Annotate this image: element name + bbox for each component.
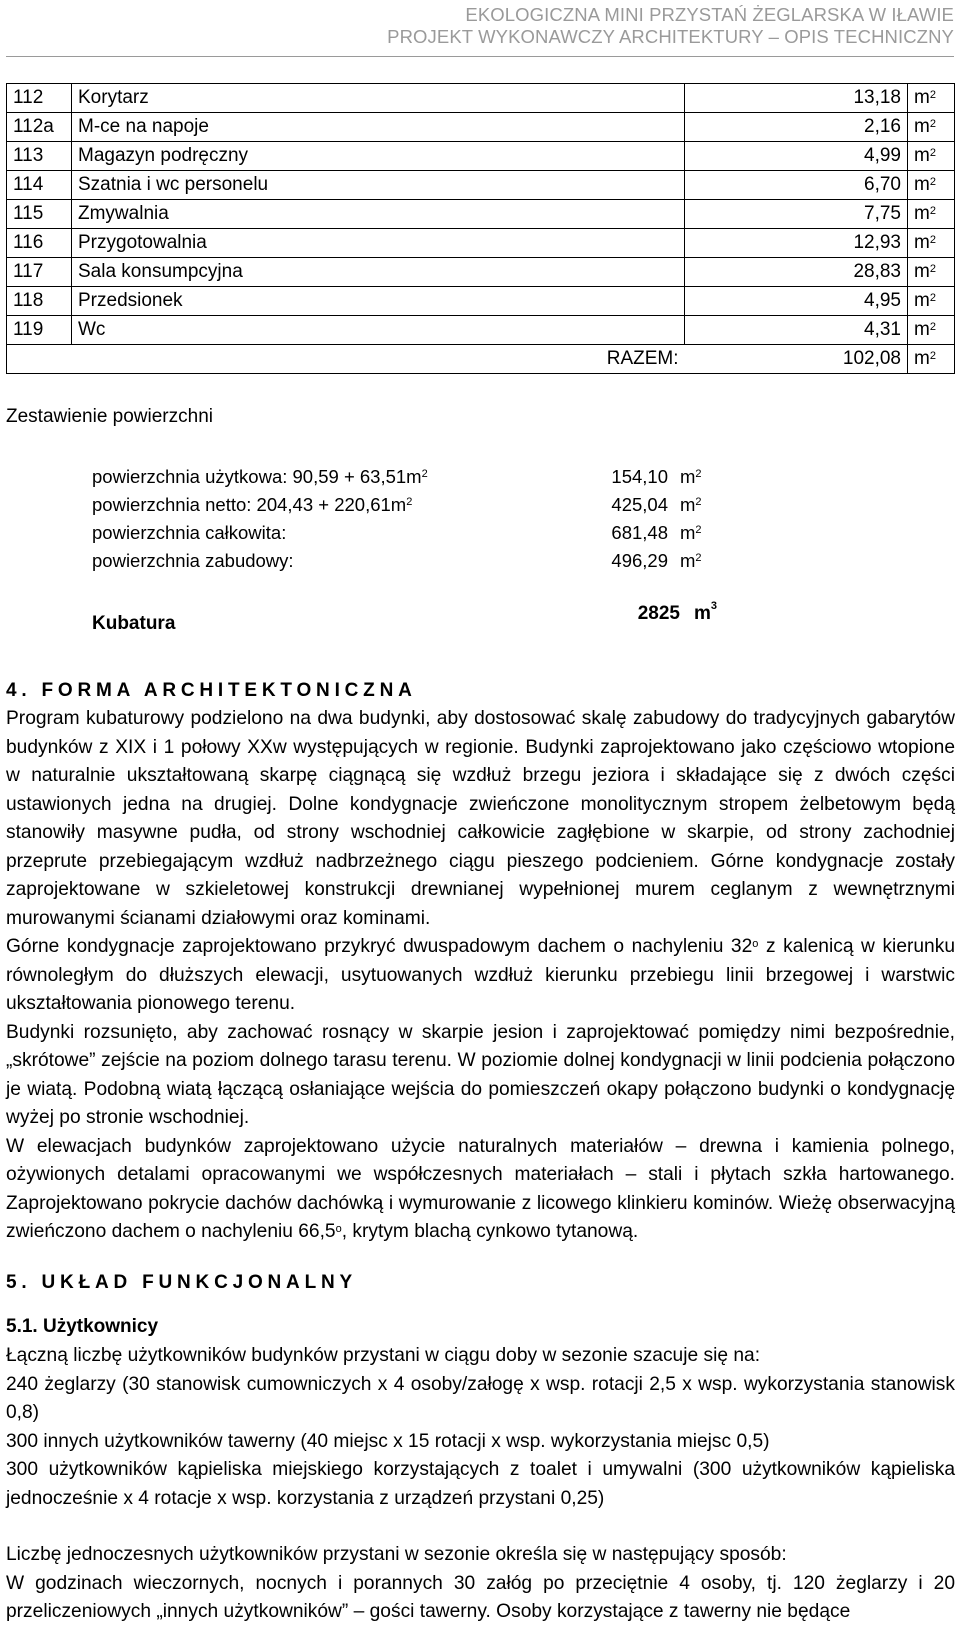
document-header (0, 0, 960, 48)
room-area: 4,99 (685, 142, 908, 171)
room-name: Przygotowalnia (72, 229, 685, 258)
room-name: M-ce na napoje (72, 113, 685, 142)
room-area-unit: $m^2$ (908, 84, 955, 113)
kubatura-label: Kubatura (92, 613, 176, 634)
section-5-text-b (6, 1541, 955, 1627)
room-area-unit: $m^2$ (908, 258, 955, 287)
kubatura-unit: $m^3$ (694, 600, 718, 624)
summary-row-label: powierzchnia zabudowy: (92, 550, 294, 571)
summary-row-unit: $m^2$ (680, 494, 702, 515)
users-intro: Łączną liczbę użytkowników budynków przystani w ciągu doby w sezonie szacuje się na: (6, 1345, 761, 1366)
table-row (7, 200, 955, 229)
room-name: Zmywalnia (72, 200, 685, 229)
room-name: Magazyn podręczny (72, 142, 685, 171)
section-4-paragraph-1: Program kubaturowy podzielono na dwa budynki, aby dostosować skalę zabudowy do tradycyjnych gabarytów budynków z XIX i 1 połowy XXw występujących w regionie. Budynki zaprojektowano jako częściowo wtopione w naturalnie ukształtowaną skarpę ciągnącą się wzdłuż brzegu jeziora i składające się z dwóch części ustawionych jedna na drugiej. Dolne kondygnacje zwieńczone monolitycznym stropem żelbetowym będą stanowiły masywne pudła, od strony wschodniej całkowicie zagłębione w skarpie, od strony zachodniej przeprute przebiegającym wzdłuż nadbrzeżnego ciągu pieszego podcieniem. Górne kondygnacje zostały zaprojektowane w szkieletowej konstrukcji drewnianej wypełnionej murem ceglanym z wewnętrznymi murowanymi ścianami działowymi oraz kominami. (6, 708, 955, 929)
room-area-unit: $m^2$ (908, 229, 955, 258)
summary-row-label: powierzchnia netto: $204,43 + 220,61m^2$ (92, 494, 413, 515)
section-5-1-heading: 5.1. Użytkownicy (6, 1316, 159, 1337)
room-name: Szatnia i wc personelu (72, 171, 685, 200)
kubatura-value: 2825 (637, 603, 680, 624)
table-row (7, 316, 955, 345)
concurrent-users-evening: W godzinach wieczornych, nocnych i porannych 30 załóg po przeciętnie 4 osoby, tj. 120 żeglarzy i 20 przeliczeniowych „innych użytkowników” – gości tawerny. Osoby korzystające z tawerny nie będące (6, 1572, 955, 1622)
header-divider (6, 56, 954, 57)
total-area-unit: $m^2$ (908, 345, 955, 374)
summary-row-unit: $m^2$ (680, 466, 702, 487)
section-4-text (6, 705, 955, 1247)
room-number: 114 (7, 171, 72, 200)
summary-row-label: powierzchnia całkowita: (92, 522, 287, 543)
table-total-row (7, 345, 955, 374)
room-area: 12,93 (685, 229, 908, 258)
users-bathing: 300 użytkowników kąpieliska miejskiego korzystających z toalet i umywalni (300 użytkowników kąpieliska jednocześnie x 4 rotacje x wsp. korzystania z urządzeń przystani 0,25) (6, 1459, 955, 1509)
room-area-unit: $m^2$ (908, 113, 955, 142)
room-area: 7,75 (685, 200, 908, 229)
summary-title: Zestawienie powierzchni (6, 406, 213, 427)
room-name: Korytarz (72, 84, 685, 113)
section-4-paragraph-2: Górne kondygnacje zaprojektowano przykryć dwuspadowym dachem o nachyleniu 32$^o$ z kalenicą w kierunku równoległym do dłuższych elewacji, usytuowanych wzdłuż kierunku przebiegu linii brzegowej i warstwic ukształtowania pionowego terenu. (6, 936, 955, 1014)
room-area: 28,83 (685, 258, 908, 287)
room-number: 112 (7, 84, 72, 113)
users-sailors: 240 żeglarzy (30 stanowisk cumowniczych x 4 osoby/załogę x wsp. rotacji 2,5 x wsp. wykorzystania stanowisk 0,8) (6, 1373, 955, 1423)
room-number: 119 (7, 316, 72, 345)
table-row (7, 84, 955, 113)
room-area: 4,31 (685, 316, 908, 345)
table-row (7, 287, 955, 316)
section-5-text-a (6, 1342, 955, 1513)
summary-row-value: 425,04 (611, 494, 668, 515)
room-area: 6,70 (685, 171, 908, 200)
room-name: Sala konsumpcyjna (72, 258, 685, 287)
table-row (7, 258, 955, 287)
section-5-heading: 5. UKŁAD FUNKCJONALNY (6, 1272, 357, 1293)
table-row (7, 171, 955, 200)
room-area-unit: $m^2$ (908, 171, 955, 200)
room-area-unit: $m^2$ (908, 142, 955, 171)
section-4-paragraph-4: W elewacjach budynków zaprojektowano użycie naturalnych materiałów – drewna i kamienia polnego, ożywionych detalami opracowanymi we współczesnych materiałach – stali i płytach szkła hartowanego. Zaprojektowano pokrycie dachów dachówką i wymurowanie z licowego klinkieru kominów. Wieżę obserwacyjną zwieńczono dachem o nachyleniu 66,5$^o$, krytym blachą cynkowo tytanową. (6, 1135, 955, 1242)
room-name: Przedsionek (72, 287, 685, 316)
total-area: 102,08 (685, 345, 908, 374)
summary-row-value: 496,29 (611, 550, 668, 571)
summary-row-unit: $m^2$ (680, 550, 702, 571)
room-area: 4,95 (685, 287, 908, 316)
room-area: 13,18 (685, 84, 908, 113)
total-label: RAZEM: (7, 345, 685, 374)
room-number: 112a (7, 113, 72, 142)
concurrent-users-intro: Liczbę jednoczesnych użytkowników przystani w sezonie określa się w następujący sposób: (6, 1544, 787, 1565)
table-row (7, 113, 955, 142)
header-line-2: PROJEKT WYKONAWCZY ARCHITEKTURY – OPIS TECHNICZNY (387, 26, 954, 47)
summary-row-value: 154,10 (611, 466, 668, 487)
room-number: 118 (7, 287, 72, 316)
room-number: 117 (7, 258, 72, 287)
summary-row-unit: $m^2$ (680, 522, 702, 543)
room-number: 113 (7, 142, 72, 171)
summary-row-label: powierzchnia użytkowa: $90,59 + 63,51m^2$ (92, 466, 428, 487)
room-number: 115 (7, 200, 72, 229)
users-tavern: 300 innych użytkowników tawerny (40 miejsc x 15 rotacji x wsp. wykorzystania miejsc 0,5) (6, 1430, 770, 1452)
room-area: 2,16 (685, 113, 908, 142)
rooms-table (6, 83, 955, 374)
room-name: Wc (72, 316, 685, 345)
header-line-1: EKOLOGICZNA MINI PRZYSTAŃ ŻEGLARSKA W IŁAWIE (465, 4, 954, 25)
summary-row-value: 681,48 (611, 522, 668, 543)
section-4-heading: 4. FORMA ARCHITEKTONICZNA (6, 680, 417, 701)
room-number: 116 (7, 229, 72, 258)
table-row (7, 229, 955, 258)
section-4-paragraph-3: Budynki rozsunięto, aby zachować rosnący w skarpie jesion i zaprojektować pomiędzy nimi bezpośrednie, „skrótowe” zejście na poziom dolnego tarasu terenu. W poziomie dolnej kondygnacji w linii podcienia połączono je wiatą. Podobną wiatą łączącą osłaniające wejścia do pomieszczeń okapy połączono budynki o kondygnację wyżej po stronie wschodniej. (6, 1021, 955, 1128)
room-area-unit: $m^2$ (908, 316, 955, 345)
room-area-unit: $m^2$ (908, 287, 955, 316)
room-area-unit: $m^2$ (908, 200, 955, 229)
table-row (7, 142, 955, 171)
